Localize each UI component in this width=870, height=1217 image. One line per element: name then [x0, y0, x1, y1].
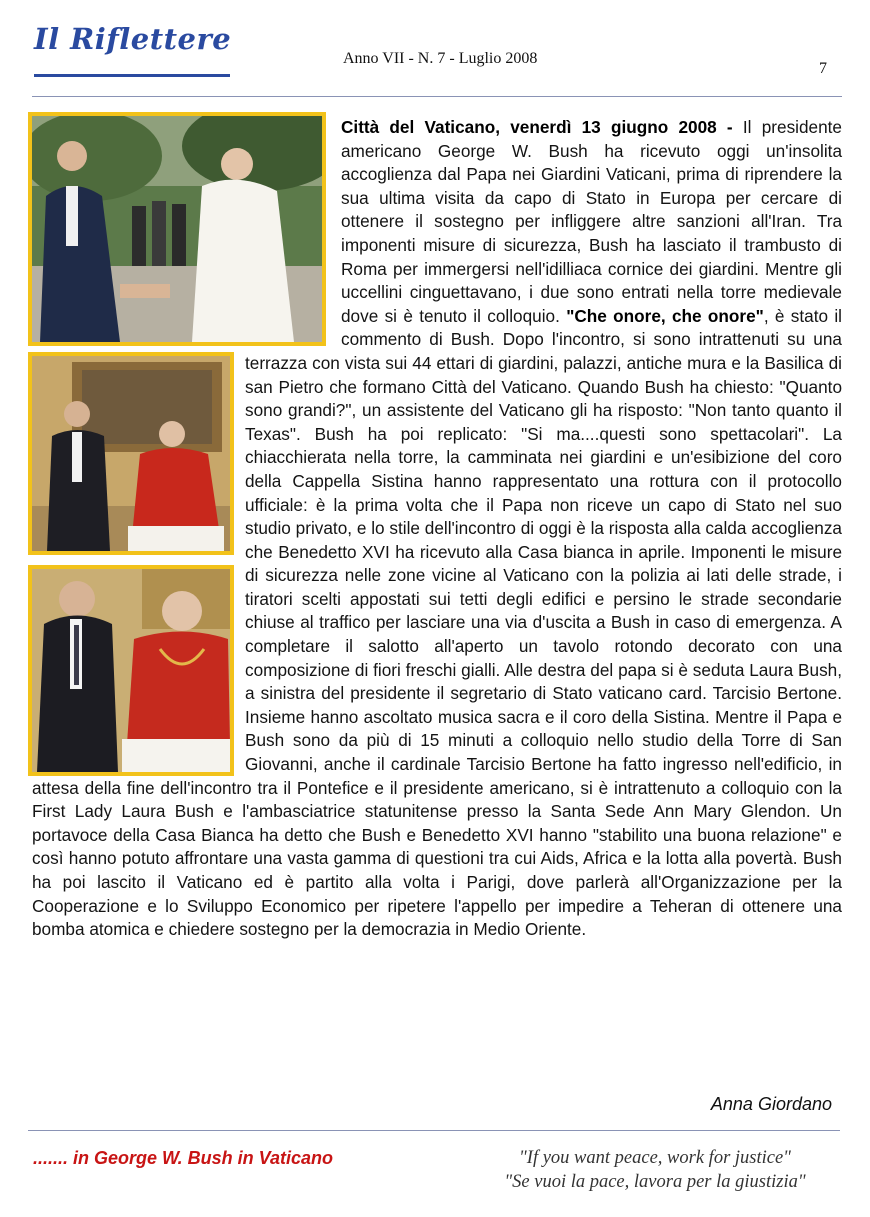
page-number: 7 [819, 60, 827, 77]
article-lead: Città del Vaticano, venerdì 13 giugno 2008 - [341, 117, 733, 137]
article-text-1: Il presidente americano George W. Bush ha ricevuto oggi un'insolita accoglienza dal Papa nei Giardini Vaticani, prima di riprendere la sua ultima visita da capo di Stato in Europa per cercare di ottenere il sostegno per infliggere altre sanzioni all'Iran. Tra imponenti misure di sicurezza, Bush ha lasciato il trambusto di Roma per immergersi nell'idilliaca cornice dei giardini. Mentre gli uccellini cinguettavano, i due sono entrati nella torre medievale dove si è tenuto il colloquio. [341, 117, 842, 326]
footer-quote-italian: "Se vuoi la pace, lavora per la giustizia" [504, 1172, 806, 1192]
author-signature: Anna Giordano [710, 1094, 832, 1114]
footer-quote-english: "If you want peace, work for justice" [519, 1148, 791, 1168]
footer-divider [28, 1130, 840, 1131]
article-body [32, 116, 842, 942]
footer-section-title: ....... in George W. Bush in Vaticano [33, 1148, 334, 1168]
article-text-2: , è stato il commento di Bush. Dopo l'incontro, si sono intrattenuti su una terrazza con vista sui 44 ettari di giardini, palazzi, antiche mura e la Basilica di san Pietro che formano Città del Vaticano. Quando Bush ha chiesto: "Quanto sono grandi?", un assistente del Vaticano gli ha risposto: "Non tanto quanto il Texas". Bush ha poi replicato: "Si ma....questi sono spettacolari". La chiacchierata nella torre, la camminata nei giardini e un'esibizione del coro della Cappella Sistina hanno rappresentato una rottura con il protocollo ufficiale: è la prima volta che il Papa non riceve un capo di Stato nel suo studio privato, e lo stile dell'incontro di oggi è la risposta alla calda accoglienza che Benedetto XVI ha ricevuto alla Casa bianca in aprile. Imponenti le misure di sicurezza nelle zone vicine al Vaticano con la polizia ai lati delle strade, i tiratori scelti appostati sui tetti degli edifici e persino le strade secondarie chiuse al traffico per lasciare una via d'uscita a Bush in caso di emergenza. A completare il salotto all'aperto un tavolo rotondo decorato con una composizione di fiori freschi gialli. Alle destra del papa si è seduta Laura Bush, a sinistra del presidente il segretario di Stato vaticano card. Tarcisio Bertone. Insieme hanno ascoltato musica sacra e il coro della Sistina. Mentre il Papa e Bush sono da più di 15 minuti a colloquio nello studio della Torre di San Giovanni, anche il cardinale Tarcisio Bertone ha fatto ingresso nell'edificio, in attesa della fine dell'incontro tra il Pontefice e il presidente americano, si è intrattenuto a colloquio con la First Lady Laura Bush e l'ambasciatrice statunitense presso la Santa Sede Ann Mary Glendon. Un portavoce della Casa Bianca ha detto che Bush e Benedetto XVI hanno "stabilito una buona relazione" e così hanno potuto affrontare una vasta gamma di questioni tra cui Aids, Africa e la lotta alla povertà. Bush ha poi lascito il Vaticano ed è partito alla volta i Parigi, dove parlerà all'Organizzazione per la Cooperazione e lo Sviluppo Economico per ripetere l'appello per impedire a Teheran di ottenere una bomba atomica e chiedere sostegno per la democrazia in Medio Oriente. [32, 305, 843, 940]
article-quote: "Che onore, che onore" [566, 305, 764, 326]
masthead-logo: Il Riflettere [34, 22, 232, 56]
photo-spacer-1 [32, 116, 341, 349]
logo-underline [34, 74, 230, 77]
photo-spacer-2 [32, 349, 245, 774]
header-divider [32, 96, 842, 97]
issue-info: Anno VII - N. 7 - Luglio 2008 [343, 50, 538, 67]
